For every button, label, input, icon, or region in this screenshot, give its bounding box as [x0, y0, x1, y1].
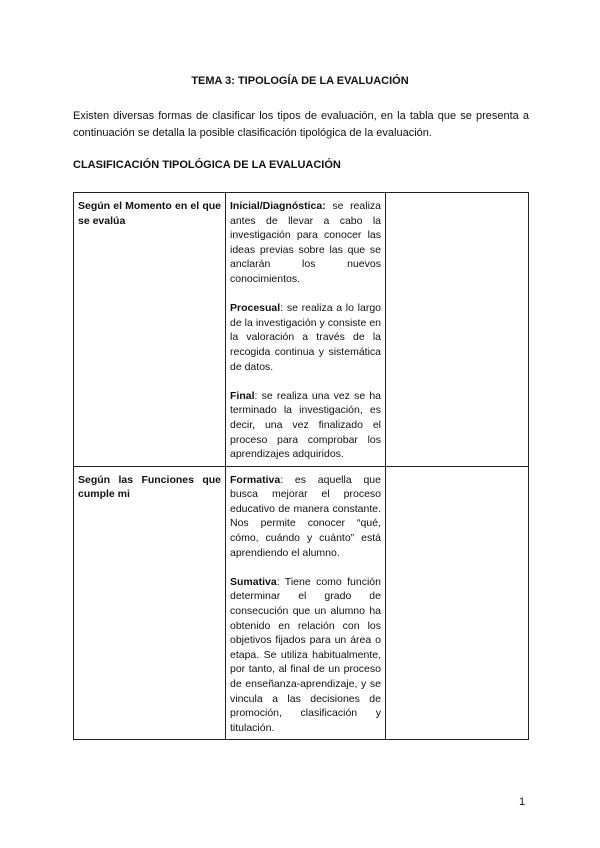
entry-text: Tiene como función determinar el grado de consecución que un alumno ha obtenido en relación con los objetivos fijados para un área o etapa. Se utiliza habitualmente, por tanto, al final de un proceso de enseñanza-aprendizaje, y se vincula a las decisiones de promoción, clasificación y titulación.: [230, 575, 381, 734]
entry-text: se realiza una vez se ha terminado la investigación, es decir, una vez finalizado el proceso para comprobar los aprendizajes adquiridos.: [230, 389, 381, 461]
entry-separator: :: [254, 389, 258, 402]
table-row: [74, 193, 529, 467]
entry-separator: :: [276, 575, 280, 588]
entry-term: Procesual: [230, 302, 281, 315]
entry-formativa: [230, 473, 381, 561]
description-cell: [226, 466, 386, 740]
entry-separator: :: [280, 302, 284, 315]
page-number: 1: [519, 796, 526, 808]
notes-cell: [386, 466, 529, 740]
description-cell: [226, 193, 386, 467]
entry-term: Sumativa: [230, 575, 277, 588]
document-title: TEMA 3: TIPOLOGÍA DE LA EVALUACIÓN: [191, 75, 409, 87]
entry-term: Final: [230, 389, 255, 402]
entry-inicial: [230, 199, 381, 287]
entry-term: Formativa: [230, 473, 281, 486]
classification-table: [73, 192, 529, 740]
entry-separator: :: [322, 200, 326, 212]
entry-procesual: [230, 301, 381, 374]
criterion-cell: Según el Momento en el que se evalúa: [74, 193, 226, 467]
entry-text: se realiza antes de llevar a cabo la investigación para conocer las ideas previas sobre las que se anclarán los nuevos conocimientos.: [230, 200, 381, 285]
notes-cell: [386, 193, 529, 467]
table-row: [74, 466, 529, 740]
entry-term: Inicial/Diagnóstica: [230, 200, 323, 212]
entry-separator: :: [280, 473, 284, 486]
section-title: CLASIFICACIÓN TIPOLÓGICA DE LA EVALUACIÓN: [73, 159, 341, 171]
criterion-cell: Según las Funciones que cumple mi: [74, 466, 226, 740]
entry-text: se realiza a lo largo de la investigación y consiste en la valoración a través de la recogida continua y sistemática de datos.: [230, 302, 381, 373]
entry-final: [230, 389, 381, 462]
intro-paragraph: Existen diversas formas de clasificar los tipos de evaluación, en la tabla que se presenta a continuación se detalla la posible clasificación tipológica de la evaluación.: [73, 110, 529, 139]
entry-text: es aquella que busca mejorar el proceso educativo de manera constante. Nos permite conocer “qué, cómo, cuándo y cuánto” está aprendiendo el alumno.: [230, 473, 381, 559]
entry-sumativa: [230, 575, 381, 736]
